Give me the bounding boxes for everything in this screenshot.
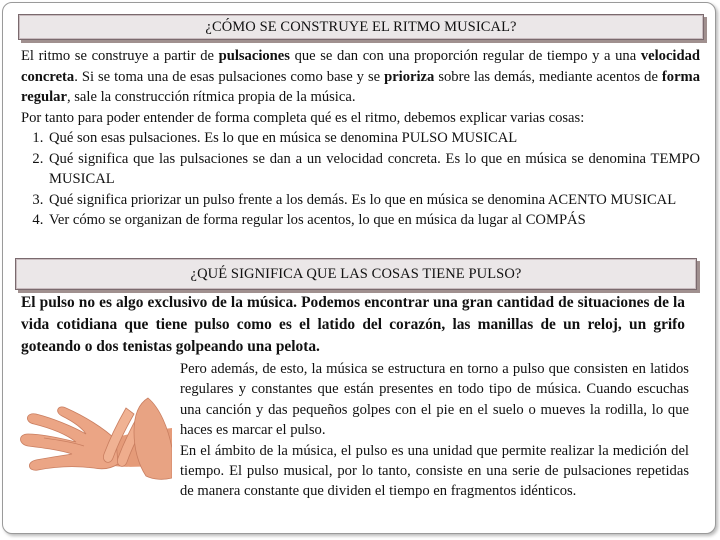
section-heading-pulso xyxy=(15,258,697,290)
bold-term: pulsaciones xyxy=(218,48,290,64)
text-run: , sale la construcción rítmica propia de la música. xyxy=(66,89,356,105)
heading-text: ¿CÓMO SE CONSTRUYE EL RITMO MUSICAL? xyxy=(205,19,517,35)
text-run: El ritmo se construye a partir de xyxy=(21,48,219,64)
text-run: . Si se toma una de esas pulsaciones como base y se xyxy=(74,68,385,85)
body-paragraph: En el ámbito de la música, el pulso es una unidad que permite realizar la medición del tiempo. El pulso musical, por lo tanto, consiste en una serie de pulsaciones repetidas de manera constante que dividen el tiempo en fragmentos idénticos. xyxy=(180,442,689,500)
pulse-body xyxy=(180,359,689,502)
list-item: 2. Qué significa que las pulsaciones se dan a un velocidad concreta. Es lo que en música se denomina TEMPO MUSICAL xyxy=(47,149,700,190)
heading-text: ¿QUÉ SIGNIFICA QUE LAS COSAS TIENE PULSO? xyxy=(190,266,522,282)
lead-paragraph: Por tanto para poder entender de forma completa qué es el ritmo, debemos explicar varias cosas: xyxy=(21,109,585,126)
list-item: 4. Ver cómo se organizan de forma regular los acentos, lo que en música da lugar al COMPÁS xyxy=(47,210,700,231)
palm-shape xyxy=(21,407,119,470)
section-heading-ritmo xyxy=(18,14,704,40)
bold-term: prioriza xyxy=(384,68,435,85)
wrist-pulse-illustration xyxy=(14,368,172,490)
bold-term: forma regular xyxy=(21,68,701,105)
body-paragraph: Pero además, de esto, la música se estructura en torno a pulso que consisten en latidos regulares y constantes que están presentes en todo tipo de música. Cuando escuchas una canción y das pequeños golpes con el pie en el suelo o mueves la rodilla, lo que haces es marcar el pulso. xyxy=(180,361,689,439)
list-item: 1. Qué son esas pulsaciones. Es lo que en música se denomina PULSO MUSICAL xyxy=(47,128,700,149)
concept-list xyxy=(21,128,700,231)
intro-paragraph xyxy=(21,46,700,108)
list-item: 3. Qué significa priorizar un pulso frente a los demás. Es lo que en música se denomina ACENTO MUSICAL xyxy=(47,190,700,211)
checking-hand xyxy=(134,398,172,479)
bold-term: velocidad concreta xyxy=(21,48,700,85)
pulse-intro-bold: El pulso no es algo exclusivo de la música. Podemos encontrar una gran cantidad de situaciones de la vida cotidiana que tiene pulso como es el latido del corazón, las manillas de un reloj, un grifo goteando o dos tenistas golpeando una pelota. xyxy=(21,294,685,355)
text-run: que se dan con una proporción regular de tiempo y a una xyxy=(289,48,641,64)
ritmo-section xyxy=(21,46,700,231)
text-run: sobre las demás, mediante acentos de xyxy=(434,68,662,85)
